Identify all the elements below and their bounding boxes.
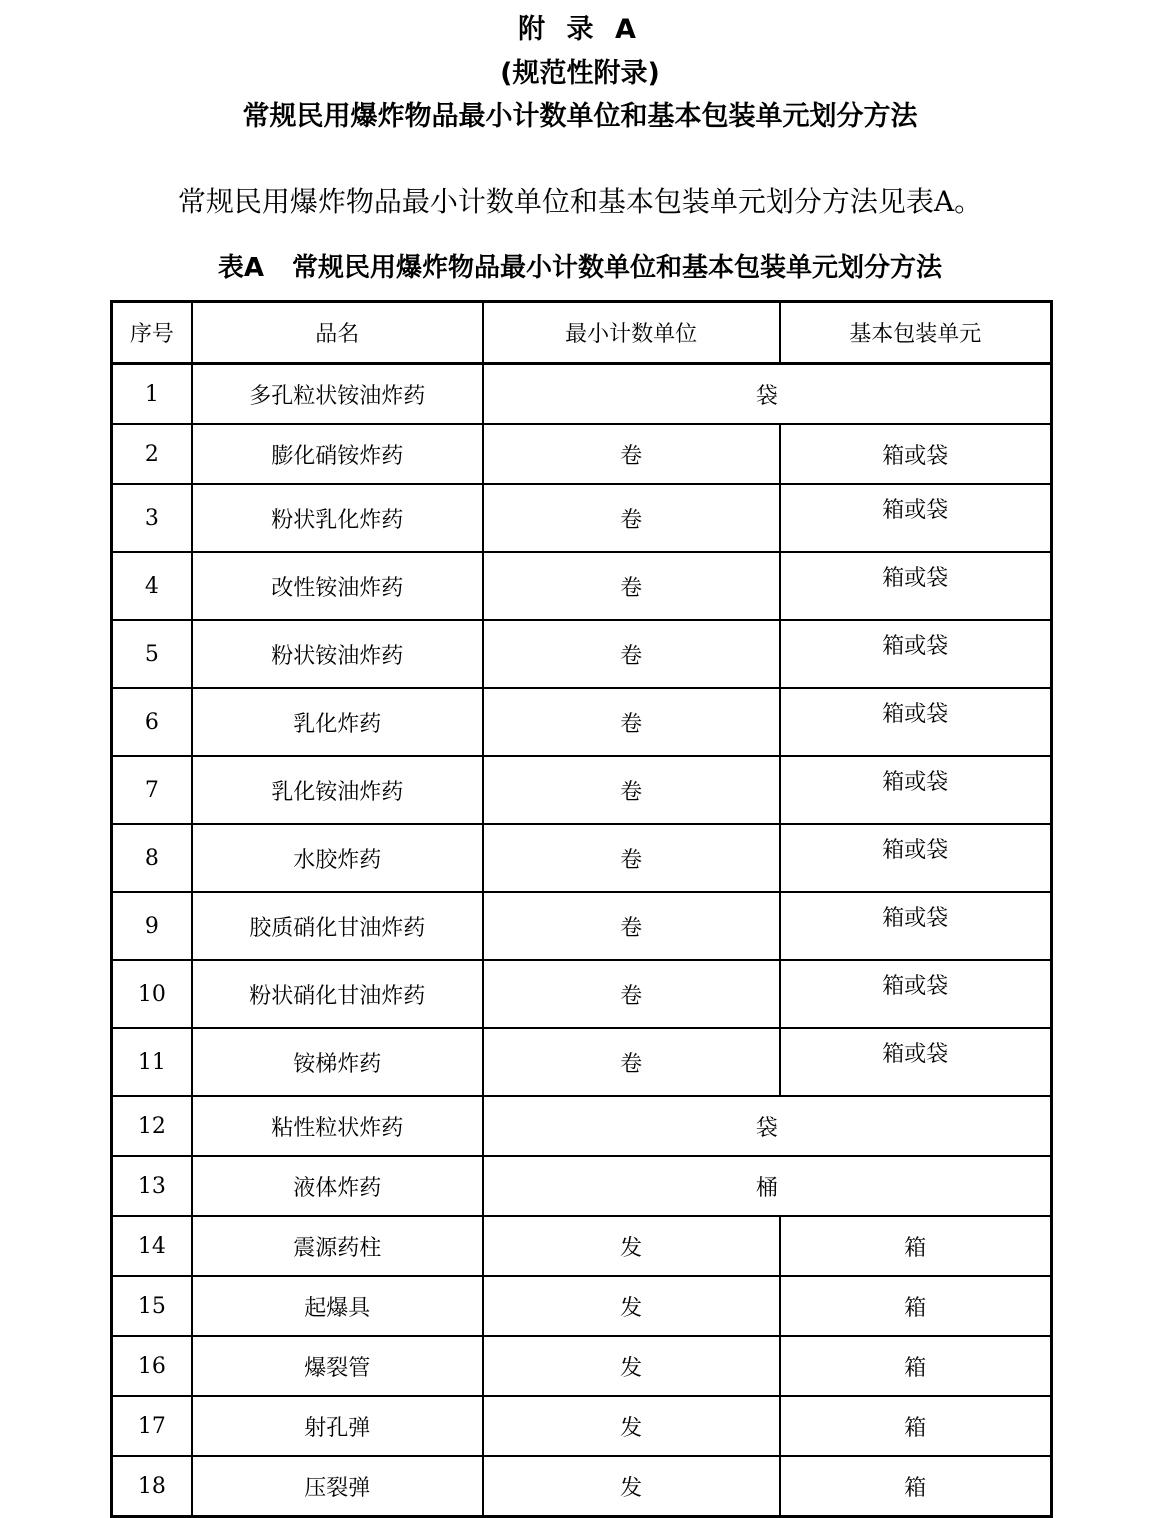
row-number: 10 [112, 960, 192, 1028]
table-caption-text: 常规民用爆炸物品最小计数单位和基本包装单元划分方法 [292, 253, 943, 283]
product-name: 震源药柱 [192, 1216, 483, 1276]
table-row [112, 892, 1052, 960]
table-row [112, 824, 1052, 892]
appendix-subtitle: (规范性附录) [500, 58, 660, 89]
min-count-unit: 发 [483, 1216, 780, 1276]
product-name: 粉状硝化甘油炸药 [192, 960, 483, 1028]
basic-package-unit: 箱或袋 [780, 824, 1052, 892]
table-row [112, 424, 1052, 484]
product-name: 压裂弹 [192, 1456, 483, 1517]
product-name: 乳化铵油炸药 [192, 756, 483, 824]
row-number: 3 [112, 484, 192, 552]
header-min-count-unit: 最小计数单位 [483, 302, 780, 364]
product-name: 膨化硝铵炸药 [192, 424, 483, 484]
row-number: 12 [112, 1096, 192, 1156]
row-number: 7 [112, 756, 192, 824]
appendix-title: 附 录 A [518, 14, 642, 45]
min-count-unit: 发 [483, 1456, 780, 1517]
merged-unit: 袋 [483, 364, 1052, 425]
row-number: 8 [112, 824, 192, 892]
product-name: 射孔弹 [192, 1396, 483, 1456]
basic-package-unit: 箱 [780, 1456, 1052, 1517]
min-count-unit: 卷 [483, 1028, 780, 1096]
basic-package-unit: 箱或袋 [780, 1028, 1052, 1096]
row-number: 14 [112, 1216, 192, 1276]
table-row [112, 960, 1052, 1028]
merged-unit: 袋 [483, 1096, 1052, 1156]
min-count-unit: 卷 [483, 688, 780, 756]
min-count-unit: 发 [483, 1276, 780, 1336]
row-number: 17 [112, 1396, 192, 1456]
table-row [112, 1276, 1052, 1336]
product-name: 起爆具 [192, 1276, 483, 1336]
basic-package-unit: 箱 [780, 1216, 1052, 1276]
intro-paragraph: 常规民用爆炸物品最小计数单位和基本包装单元划分方法见表A。 [177, 185, 983, 218]
basic-package-unit: 箱或袋 [780, 484, 1052, 552]
row-number: 9 [112, 892, 192, 960]
table-row [112, 1396, 1052, 1456]
table-row [112, 756, 1052, 824]
basic-package-unit: 箱或袋 [780, 620, 1052, 688]
basic-package-unit: 箱或袋 [780, 960, 1052, 1028]
basic-package-unit: 箱或袋 [780, 688, 1052, 756]
table-row [112, 688, 1052, 756]
product-name: 粉状铵油炸药 [192, 620, 483, 688]
table-row [112, 552, 1052, 620]
product-name: 铵梯炸药 [192, 1028, 483, 1096]
product-name: 乳化炸药 [192, 688, 483, 756]
min-count-unit: 发 [483, 1336, 780, 1396]
min-count-unit: 卷 [483, 756, 780, 824]
table-header-row [112, 302, 1052, 364]
row-number: 11 [112, 1028, 192, 1096]
table-row [112, 364, 1052, 425]
header-number: 序号 [112, 302, 192, 364]
min-count-unit: 卷 [483, 484, 780, 552]
row-number: 5 [112, 620, 192, 688]
basic-package-unit: 箱或袋 [780, 424, 1052, 484]
row-number: 16 [112, 1336, 192, 1396]
min-count-unit: 卷 [483, 892, 780, 960]
table-caption [0, 248, 1160, 288]
basic-package-unit: 箱 [780, 1396, 1052, 1456]
row-number: 6 [112, 688, 192, 756]
row-number: 1 [112, 364, 192, 425]
product-name: 水胶炸药 [192, 824, 483, 892]
row-number: 2 [112, 424, 192, 484]
min-count-unit: 卷 [483, 620, 780, 688]
table-row [112, 1156, 1052, 1216]
min-count-unit: 卷 [483, 960, 780, 1028]
table-row [112, 1216, 1052, 1276]
table-row [112, 1336, 1052, 1396]
row-number: 4 [112, 552, 192, 620]
basic-package-unit: 箱 [780, 1276, 1052, 1336]
table-row [112, 1096, 1052, 1156]
basic-package-unit: 箱或袋 [780, 756, 1052, 824]
appendix-heading: 常规民用爆炸物品最小计数单位和基本包装单元划分方法 [242, 101, 918, 132]
table-caption-label: 表A [217, 253, 265, 283]
header-product-name: 品名 [192, 302, 483, 364]
table-row [112, 1028, 1052, 1096]
header-basic-package-unit: 基本包装单元 [780, 302, 1052, 364]
table-row [112, 1456, 1052, 1517]
table-row [112, 620, 1052, 688]
product-name: 爆裂管 [192, 1336, 483, 1396]
table-row [112, 484, 1052, 552]
classification-table [110, 300, 1053, 1518]
min-count-unit: 发 [483, 1396, 780, 1456]
product-name: 改性铵油炸药 [192, 552, 483, 620]
row-number: 13 [112, 1156, 192, 1216]
min-count-unit: 卷 [483, 424, 780, 484]
merged-unit: 桶 [483, 1156, 1052, 1216]
basic-package-unit: 箱或袋 [780, 892, 1052, 960]
basic-package-unit: 箱或袋 [780, 552, 1052, 620]
row-number: 18 [112, 1456, 192, 1517]
row-number: 15 [112, 1276, 192, 1336]
product-name: 液体炸药 [192, 1156, 483, 1216]
product-name: 粘性粒状炸药 [192, 1096, 483, 1156]
product-name: 胶质硝化甘油炸药 [192, 892, 483, 960]
product-name: 多孔粒状铵油炸药 [192, 364, 483, 425]
basic-package-unit: 箱 [780, 1336, 1052, 1396]
min-count-unit: 卷 [483, 824, 780, 892]
min-count-unit: 卷 [483, 552, 780, 620]
product-name: 粉状乳化炸药 [192, 484, 483, 552]
